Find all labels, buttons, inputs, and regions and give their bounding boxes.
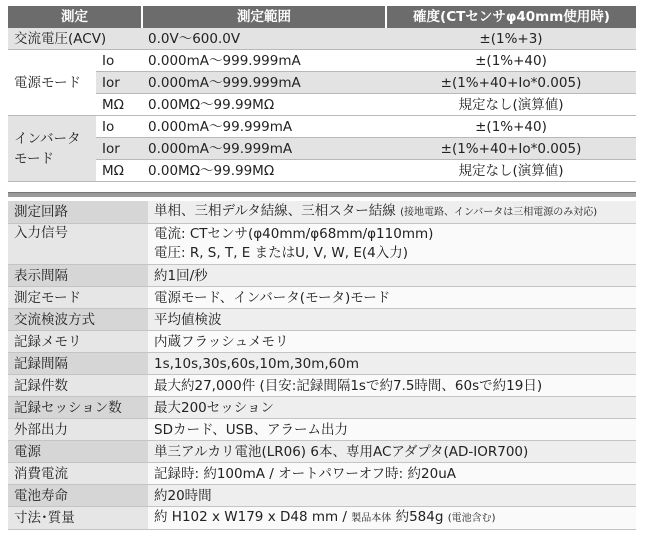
spec-row (8, 224, 636, 265)
acv-row (8, 28, 636, 50)
section-divider (8, 192, 636, 197)
spec-row (8, 265, 636, 287)
inverter-sub: Io (96, 116, 142, 138)
spec-value: 内蔵フラッシュメモリ (148, 331, 636, 353)
inverter-sub: Ior (96, 138, 142, 160)
spec-label: 電源 (8, 441, 148, 463)
circuit-value: 単相、三相デルタ結線、三相スター結線 (154, 203, 396, 219)
power-sub: MΩ (96, 94, 142, 116)
circuit-note: (接地電路、インバータは三相電源のみ対応) (400, 207, 598, 218)
spec-value: 電源モード、インバータ(モータ)モード (148, 287, 636, 309)
spec-row (8, 201, 636, 224)
power-mode-row (8, 72, 636, 94)
spec-label: 電池寿命 (8, 485, 148, 507)
acv-range: 0.0V～600.0V (142, 28, 386, 50)
spec-label: 記録件数 (8, 375, 148, 397)
power-sub: Ior (96, 72, 142, 94)
acv-accuracy: ±(1%+3) (386, 28, 636, 50)
weight-label: 製品本体 (351, 513, 392, 524)
spec-label: 交流検波方式 (8, 309, 148, 331)
spec-row (8, 331, 636, 353)
weight-note: (電池含む) (447, 513, 496, 524)
inverter-accuracy: 規定なし(演算値) (386, 160, 636, 182)
inverter-range: 0.000mA～99.999mA (142, 138, 386, 160)
spec-label: 測定回路 (8, 201, 148, 224)
inverter-mode-label (8, 116, 96, 182)
input-current: 電流: CTセンサ(φ40mm/φ68mm/φ110mm) (154, 226, 434, 242)
spec-row (8, 353, 636, 375)
power-range: 0.000mA～999.999mA (142, 72, 386, 94)
spec-label: 表示間隔 (8, 265, 148, 287)
header-accuracy: 確度(CTセンサφ40mm使用時) (386, 6, 636, 28)
inverter-range: 0.00MΩ～99.99MΩ (142, 160, 386, 182)
spec-value (148, 224, 636, 265)
spec-label: 入力信号 (8, 224, 148, 265)
acv-label: 交流電圧(ACV) (8, 28, 142, 50)
spec-row (8, 287, 636, 309)
power-mode-label: 電源モード (8, 50, 96, 116)
power-mode-row (8, 50, 636, 72)
power-accuracy: ±(1%+40+Io*0.005) (386, 72, 636, 94)
spec-label: 記録セッション数 (8, 397, 148, 419)
spec-label: 外部出力 (8, 419, 148, 441)
weight-value: 約584g (391, 509, 448, 525)
spec-label: 記録間隔 (8, 353, 148, 375)
input-voltage: 電圧: R, S, T, E またはU, V, W, E(4入力) (154, 245, 408, 261)
spec-label: 消費電流 (8, 463, 148, 485)
spec-value: 1s,10s,30s,60s,10m,30m,60m (148, 353, 636, 375)
spec-label: 記録メモリ (8, 331, 148, 353)
power-mode-row (8, 94, 636, 116)
spec-value: 最大200セッション (148, 397, 636, 419)
spec-value: SDカード、USB、アラーム出力 (148, 419, 636, 441)
inverter-label-line1: インバータ (14, 130, 81, 147)
measurement-header-row (8, 6, 636, 28)
header-range: 測定範囲 (142, 6, 386, 28)
spec-row (8, 309, 636, 331)
spec-row (8, 375, 636, 397)
inverter-accuracy: ±(1%+40+Io*0.005) (386, 138, 636, 160)
inverter-mode-row (8, 138, 636, 160)
spec-value: 記録時: 約100mA / オートパワーオフ時: 約20uA (148, 463, 636, 485)
spec-row (8, 485, 636, 507)
inverter-sub: MΩ (96, 160, 142, 182)
power-sub: Io (96, 50, 142, 72)
header-measure: 測定 (8, 6, 142, 28)
power-range: 0.000mA～999.999mA (142, 50, 386, 72)
spec-value (148, 201, 636, 224)
spec-row (8, 463, 636, 485)
spec-row (8, 397, 636, 419)
spec-label: 測定モード (8, 287, 148, 309)
dims-value: 約 H102 x W179 x D48 mm / (154, 509, 352, 525)
spec-row (8, 441, 636, 463)
power-accuracy: ±(1%+40) (386, 50, 636, 72)
spec-row (8, 507, 636, 530)
power-range: 0.00MΩ～99.99MΩ (142, 94, 386, 116)
spec-value: 約20時間 (148, 485, 636, 507)
spec-value: 単三アルカリ電池(LR06) 6本、専用ACアダプタ(AD-IOR700) (148, 441, 636, 463)
spec-value: 最大約27,000件 (目安:記録間隔1sで約7.5時間、60sで約19日) (148, 375, 636, 397)
spec-value: 平均値検波 (148, 309, 636, 331)
measurement-table (8, 6, 636, 182)
spec-label: 寸法･質量 (8, 507, 148, 530)
inverter-label-line2: モード (14, 150, 54, 167)
inverter-accuracy: ±(1%+40) (386, 116, 636, 138)
spec-value (148, 507, 636, 530)
inverter-range: 0.000mA～99.999mA (142, 116, 386, 138)
spec-table (8, 201, 636, 530)
power-accuracy: 規定なし(演算値) (386, 94, 636, 116)
spec-value: 約1回/秒 (148, 265, 636, 287)
spec-sheet (8, 6, 636, 530)
spec-row (8, 419, 636, 441)
inverter-mode-row (8, 116, 636, 138)
inverter-mode-row (8, 160, 636, 182)
